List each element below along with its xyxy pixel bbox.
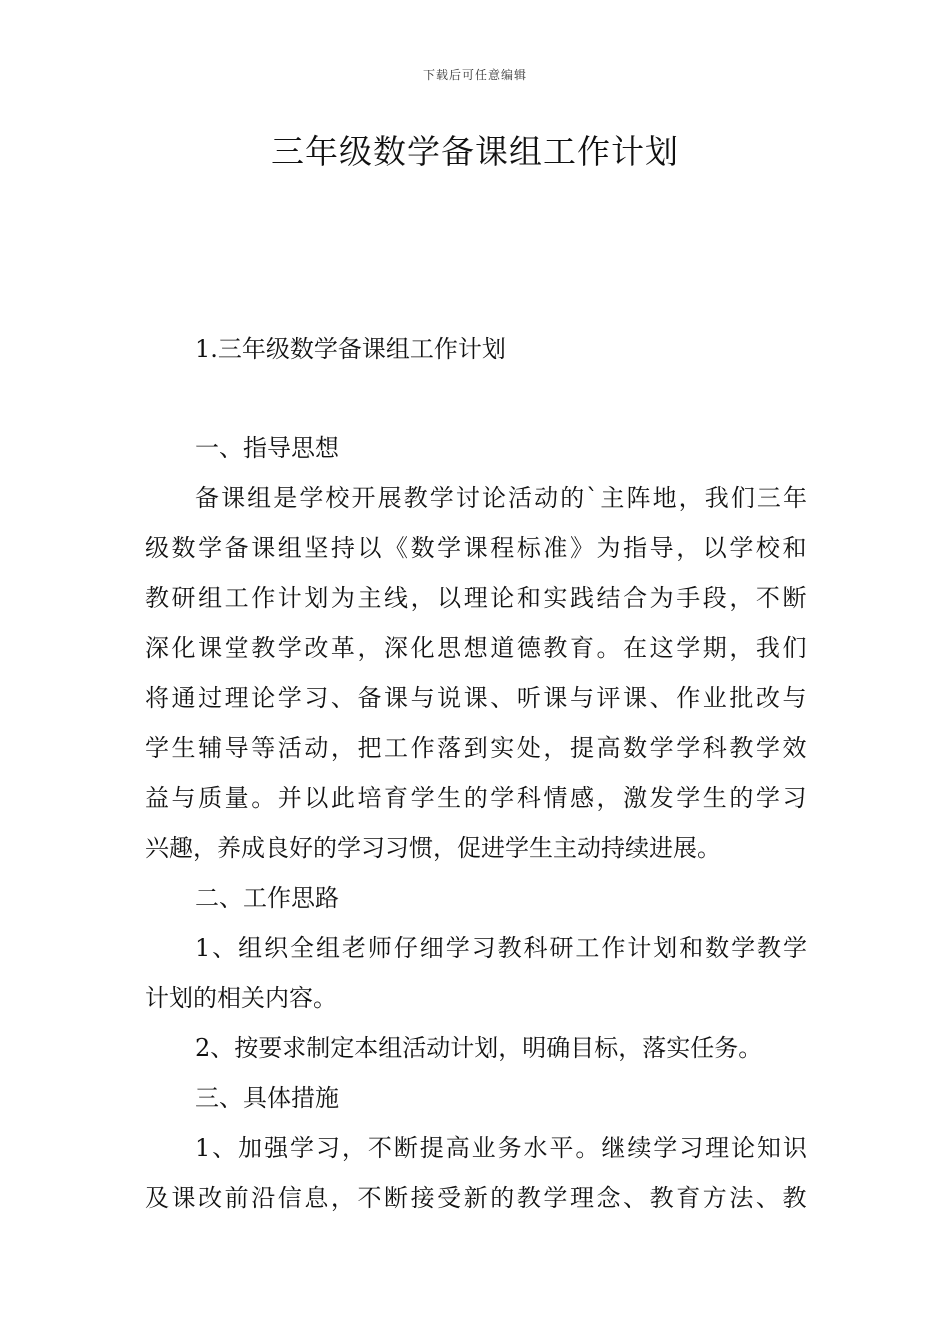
paragraph-line: 学生辅导等活动，把工作落到实处，提高数学学科教学效 <box>145 734 807 762</box>
section-heading: 三、具体措施 <box>195 1084 339 1112</box>
paragraph-line: 深化课堂教学改革，深化思想道德教育。在这学期，我们 <box>145 634 807 662</box>
paragraph-line: 将通过理论学习、备课与说课、听课与评课、作业批改与 <box>145 684 807 712</box>
paragraph-line: 备课组是学校开展教学讨论活动的`主阵地，我们三年 <box>195 484 807 512</box>
section-heading: 1.三年级数学备课组工作计划 <box>195 335 506 363</box>
section-heading: 一、指导思想 <box>195 434 339 462</box>
paragraph-line: 1、组织全组老师仔细学习教科研工作计划和数学教学 <box>195 934 807 962</box>
paragraph-line: 1、加强学习，不断提高业务水平。继续学习理论知识 <box>195 1134 807 1162</box>
document-title: 三年级数学备课组工作计划 <box>271 132 679 171</box>
paragraph-line: 级数学备课组坚持以《数学课程标准》为指导，以学校和 <box>145 534 807 562</box>
paragraph-line: 2、按要求制定本组活动计划，明确目标，落实任务。 <box>195 1034 763 1062</box>
paragraph-line: 及课改前沿信息，不断接受新的教学理念、教育方法、教 <box>145 1184 807 1212</box>
paragraph-line: 益与质量。并以此培育学生的学科情感，激发学生的学习 <box>145 784 807 812</box>
header-note: 下载后可任意编辑 <box>422 68 527 82</box>
section-heading: 二、工作思路 <box>195 884 339 912</box>
paragraph-line: 兴趣，养成良好的学习习惯，促进学生主动持续进展。 <box>145 834 721 862</box>
paragraph-line: 教研组工作计划为主线，以理论和实践结合为手段，不断 <box>145 584 807 612</box>
paragraph-line: 计划的相关内容。 <box>145 984 337 1012</box>
